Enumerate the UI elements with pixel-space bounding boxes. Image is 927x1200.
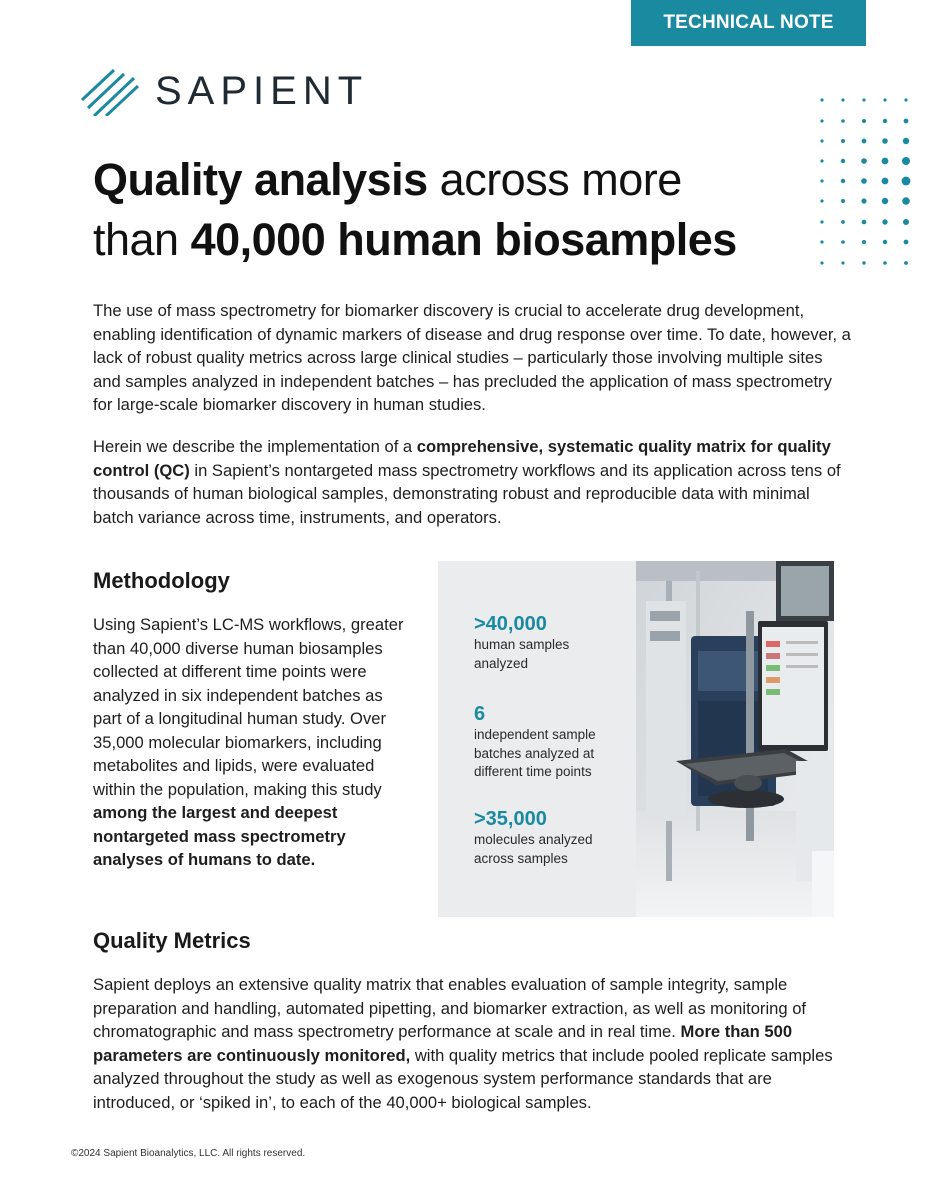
intro-p2-bold: comprehensive, systematic quality matrix for quality control (QC) (93, 437, 831, 480)
slash-lines-icon (80, 66, 140, 116)
quality-text-start: Sapient deploys an extensive quality matrix that enables evaluation of sample integrity, sample preparation and handling, automated pipetting, and biomarker extraction, as well as monitoring of chromatographic and mass spectrometry performance at scale and in real time. (93, 975, 807, 1041)
intro-p2-end: in Sapient’s nontargeted mass spectrometry workflows and its application across tens of thousands of human biological samples, demonstrating robust and reproducible data with minimal batch variance across time, instruments, and operators. (93, 460, 841, 527)
stat-value: 6 (474, 703, 486, 725)
dot-grid-decoration (812, 92, 922, 272)
methodology-bold: among the largest and deepest nontargeted mass spectrometry analyses of humans to date. (93, 803, 346, 869)
badge-label: TECHNICAL NOTE (663, 12, 834, 33)
stat-item (474, 702, 639, 782)
stat-label: molecules analyzed across samples (474, 832, 593, 866)
title-bold-1: Quality analysis (93, 154, 428, 205)
lab-equipment-photo (636, 561, 834, 917)
stat-item (474, 612, 639, 673)
copyright-footer: ©2024 Sapient Bioanalytics, LLC. All rights reserved. (71, 1148, 306, 1159)
methodology-heading: Methodology (93, 568, 230, 593)
technical-note-badge (631, 0, 866, 46)
intro-paragraph-2 (93, 435, 853, 529)
methodology-body (93, 613, 413, 872)
logo-text: SAPIENT (155, 69, 369, 113)
title-rest-1: across more (427, 154, 682, 205)
sapient-logo (80, 66, 369, 116)
stat-label: independent sample batches analyzed at different time points (474, 727, 596, 779)
title-bold-2: 40,000 human biosamples (190, 214, 737, 265)
intro-p2-start: Herein we describe the implementation of a (93, 437, 417, 456)
quality-text-end: with quality metrics that include pooled replicate samples analyzed throughout the study as well as exogenous system performance standards that are introduced, or ‘spiked in’, to each of the 40,000+ biological samples. (93, 1045, 833, 1112)
stat-label: human samples analyzed (474, 637, 570, 671)
intro-paragraph-1: The use of mass spectrometry for biomarker discovery is crucial to accelerate drug development, enabling identification of dynamic markers of disease and drug response over time. To date, however, a lack of robust quality metrics across large clinical studies – particularly those involving multiple sites and samples analyzed in independent batches – has precluded the application of mass spectrometry for large-scale biomarker discovery in human studies. (93, 301, 851, 414)
quality-metrics-body (93, 973, 838, 1114)
quality-metrics-heading: Quality Metrics (93, 928, 251, 953)
title-start-2: than (93, 214, 191, 265)
page-title (93, 150, 813, 270)
quality-text-bold: More than 500 parameters are continuously monitored, (93, 1022, 793, 1065)
stat-value: >35,000 (474, 808, 547, 830)
methodology-text: Using Sapient’s LC-MS workflows, greater than 40,000 diverse human biosamples collected at different time points were analyzed in six independent batches as part of a longitudinal human study. Over 35,000 molecular biomarkers, including metabolites and lipids, were evaluated within the population, making this study (93, 615, 404, 799)
stat-item (474, 807, 639, 868)
stat-value: >40,000 (474, 613, 547, 635)
